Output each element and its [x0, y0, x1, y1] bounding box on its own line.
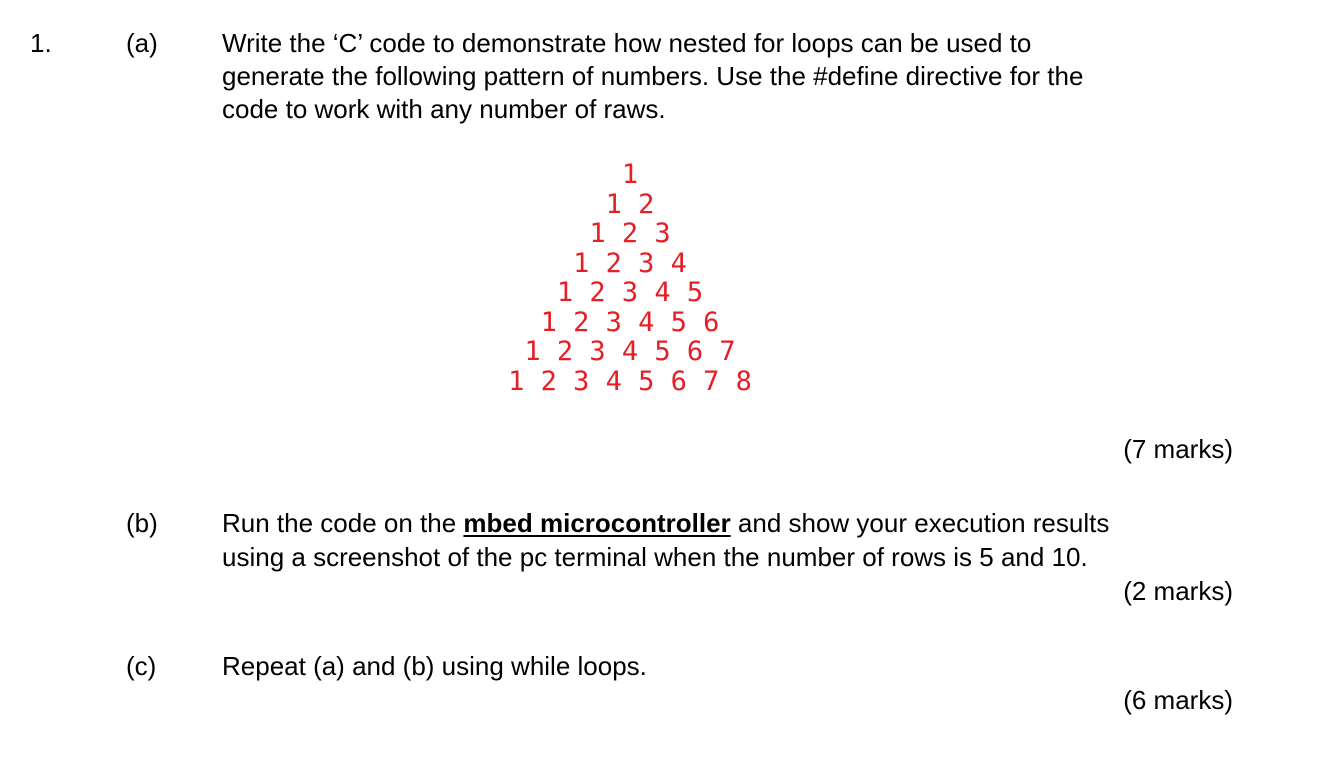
part-c-marks: (6 marks) [1123, 685, 1233, 715]
pattern-row-8: 1 2 3 4 5 6 7 8 [508, 365, 752, 397]
mbed-microcontroller-emphasis: mbed microcontroller [463, 508, 731, 538]
part-a-marks: (7 marks) [1123, 434, 1233, 464]
pattern-row-4: 1 2 3 4 [573, 247, 687, 279]
part-b-label: (b) [126, 508, 158, 538]
part-a-text-line-2: generate the following pattern of numbers. Use the #define directive for the [222, 61, 1084, 91]
part-a-text-line-3: code to work with any number of raws. [222, 94, 666, 124]
question-number: 1. [30, 28, 52, 58]
part-b-marks: (2 marks) [1123, 576, 1233, 606]
pattern-row-1: 1 [621, 159, 639, 190]
pattern-row-5: 1 2 3 4 5 [556, 277, 704, 308]
pattern-row-3: 1 2 3 [589, 218, 671, 249]
part-c-label: (c) [126, 651, 157, 681]
pattern-row-7: 1 2 3 4 5 6 7 [524, 336, 736, 367]
part-a-text-line-1: Write the ‘C’ code to demonstrate how nested for loops can be used to [222, 28, 1032, 58]
part-b-text-end: and show your execution results [730, 508, 1110, 538]
number-pattern [0, 160, 1260, 396]
pattern-row-6: 1 2 3 4 5 6 [540, 306, 720, 338]
part-c-text: Repeat (a) and (b) using while loops. [222, 651, 647, 681]
part-b-text-line-1 [222, 506, 1109, 540]
part-a-label: (a) [126, 28, 158, 58]
part-b-text-line-2: using a screenshot of the pc terminal when the number of rows is 5 and 10. [222, 542, 1088, 572]
part-b-text-start: Run the code on the [222, 508, 464, 538]
pattern-row-2: 1 2 [605, 188, 655, 220]
